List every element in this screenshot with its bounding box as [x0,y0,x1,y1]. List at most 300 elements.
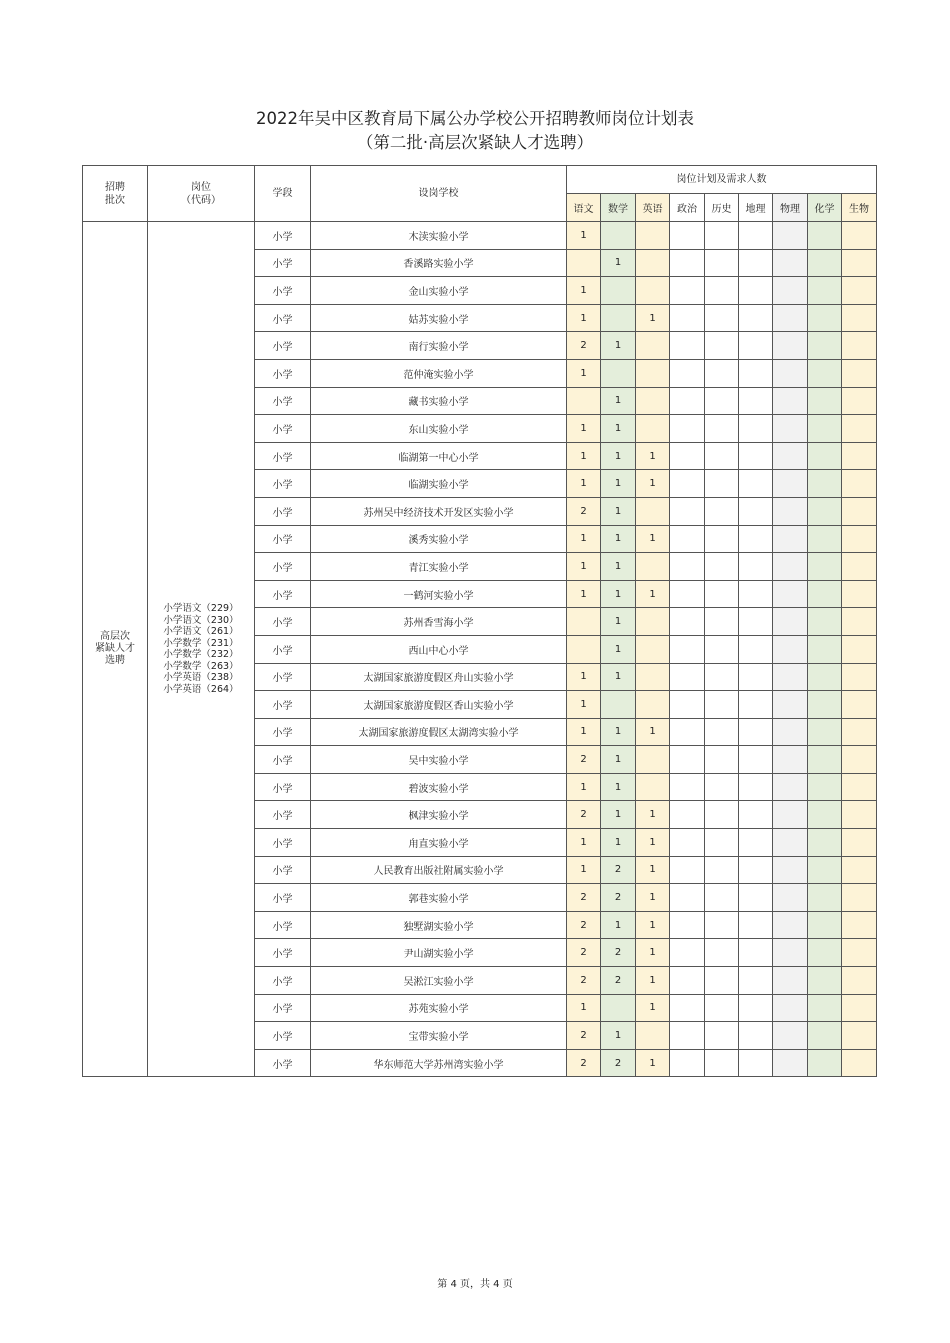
stage-cell: 小学 [255,635,311,663]
header-subject-shengwu: 生物 [842,194,877,222]
count-cell-wuli [773,746,808,774]
stage-cell: 小学 [255,746,311,774]
count-cell-yingyu: 1 [636,939,670,967]
count-cell-shengwu [842,718,877,746]
count-cell-huaxue [808,856,842,884]
header-subject-wuli: 物理 [773,194,808,222]
count-cell-yingyu: 1 [636,967,670,995]
count-cell-dili [739,470,773,498]
school-cell: 郭巷实验小学 [311,884,567,912]
header-subject-yingyu: 英语 [636,194,670,222]
count-cell-dili [739,635,773,663]
count-cell-yingyu: 1 [636,525,670,553]
count-cell-wuli [773,525,808,553]
count-cell-yuwen: 1 [567,553,601,581]
count-cell-yingyu [636,359,670,387]
header-post-label: 岗位 （代码） [181,181,221,206]
count-cell-shengwu [842,359,877,387]
count-cell-dili [739,884,773,912]
header-subject-yuwen: 语文 [567,194,601,222]
count-cell-huaxue [808,718,842,746]
count-cell-huaxue [808,663,842,691]
count-cell-zhengzhi [670,304,705,332]
count-cell-shengwu [842,387,877,415]
count-cell-shengwu [842,332,877,360]
count-cell-dili [739,663,773,691]
count-cell-lishi [705,773,739,801]
header-school: 设岗学校 [311,166,567,222]
count-cell-lishi [705,222,739,250]
school-cell: 尹山湖实验小学 [311,939,567,967]
count-cell-dili [739,773,773,801]
count-cell-shengwu [842,994,877,1022]
count-cell-shuxue: 1 [601,442,636,470]
count-cell-huaxue [808,608,842,636]
count-cell-huaxue [808,939,842,967]
count-cell-huaxue [808,994,842,1022]
stage-cell: 小学 [255,497,311,525]
count-cell-shuxue: 2 [601,856,636,884]
header-subject-zhengzhi: 政治 [670,194,705,222]
count-cell-dili [739,718,773,746]
count-cell-dili [739,856,773,884]
count-cell-yingyu [636,1022,670,1050]
stage-cell: 小学 [255,222,311,250]
count-cell-dili [739,967,773,995]
count-cell-yuwen: 2 [567,497,601,525]
count-cell-yuwen: 1 [567,773,601,801]
count-cell-huaxue [808,884,842,912]
count-cell-dili [739,359,773,387]
header-plan: 岗位计划及需求人数 [567,166,877,194]
count-cell-lishi [705,939,739,967]
stage-cell: 小学 [255,718,311,746]
school-cell: 范仲淹实验小学 [311,359,567,387]
count-cell-lishi [705,1022,739,1050]
count-cell-wuli [773,1049,808,1077]
count-cell-yingyu [636,553,670,581]
stage-cell: 小学 [255,939,311,967]
count-cell-zhengzhi [670,746,705,774]
school-cell: 木渎实验小学 [311,222,567,250]
count-cell-shuxue: 1 [601,773,636,801]
count-cell-yuwen: 2 [567,746,601,774]
count-cell-huaxue [808,635,842,663]
count-cell-shengwu [842,911,877,939]
stage-cell: 小学 [255,249,311,277]
count-cell-yuwen: 1 [567,718,601,746]
count-cell-yingyu: 1 [636,304,670,332]
count-cell-shuxue: 1 [601,663,636,691]
count-cell-huaxue [808,415,842,443]
count-cell-shuxue: 1 [601,608,636,636]
count-cell-shengwu [842,663,877,691]
count-cell-yuwen: 1 [567,304,601,332]
school-cell: 枫津实验小学 [311,801,567,829]
count-cell-wuli [773,801,808,829]
count-cell-wuli [773,332,808,360]
count-cell-shuxue: 1 [601,387,636,415]
stage-cell: 小学 [255,1022,311,1050]
count-cell-lishi [705,635,739,663]
count-cell-zhengzhi [670,332,705,360]
count-cell-zhengzhi [670,1049,705,1077]
count-cell-huaxue [808,580,842,608]
school-cell: 苏苑实验小学 [311,994,567,1022]
count-cell-lishi [705,304,739,332]
count-cell-yuwen: 1 [567,525,601,553]
count-cell-dili [739,304,773,332]
count-cell-huaxue [808,1049,842,1077]
count-cell-yuwen: 1 [567,994,601,1022]
school-cell: 临湖第一中心小学 [311,442,567,470]
count-cell-shuxue [601,304,636,332]
count-cell-dili [739,497,773,525]
school-cell: 太湖国家旅游度假区舟山实验小学 [311,663,567,691]
table-row [83,222,877,250]
count-cell-dili [739,939,773,967]
count-cell-lishi [705,829,739,857]
count-cell-huaxue [808,359,842,387]
count-cell-zhengzhi [670,884,705,912]
count-cell-shuxue: 1 [601,911,636,939]
header-subject-dili: 地理 [739,194,773,222]
count-cell-dili [739,1022,773,1050]
count-cell-shengwu [842,884,877,912]
count-cell-yingyu [636,635,670,663]
count-cell-zhengzhi [670,249,705,277]
count-cell-yuwen: 1 [567,415,601,443]
count-cell-zhengzhi [670,608,705,636]
count-cell-yingyu [636,222,670,250]
count-cell-huaxue [808,829,842,857]
count-cell-wuli [773,994,808,1022]
school-cell: 东山实验小学 [311,415,567,443]
count-cell-wuli [773,967,808,995]
count-cell-yingyu: 1 [636,442,670,470]
count-cell-yingyu [636,691,670,719]
count-cell-wuli [773,222,808,250]
count-cell-dili [739,553,773,581]
stage-cell: 小学 [255,470,311,498]
count-cell-wuli [773,773,808,801]
count-cell-shengwu [842,442,877,470]
page-footer: 第 4 页，共 4 页 [437,1279,513,1290]
count-cell-yingyu [636,746,670,774]
count-cell-yingyu: 1 [636,994,670,1022]
stage-cell: 小学 [255,1049,311,1077]
count-cell-zhengzhi [670,911,705,939]
count-cell-yuwen: 1 [567,359,601,387]
header-batch-label: 招聘 批次 [105,181,125,206]
school-cell: 太湖国家旅游度假区香山实验小学 [311,691,567,719]
count-cell-yingyu: 1 [636,580,670,608]
count-cell-shuxue: 1 [601,801,636,829]
count-cell-yingyu: 1 [636,829,670,857]
count-cell-lishi [705,525,739,553]
count-cell-zhengzhi [670,856,705,884]
count-cell-zhengzhi [670,691,705,719]
school-cell: 华东师范大学苏州湾实验小学 [311,1049,567,1077]
count-cell-yuwen: 1 [567,580,601,608]
count-cell-shuxue [601,994,636,1022]
count-cell-yuwen: 2 [567,332,601,360]
count-cell-huaxue [808,277,842,305]
count-cell-huaxue [808,497,842,525]
header-post [148,166,255,222]
count-cell-huaxue [808,387,842,415]
count-cell-yingyu [636,773,670,801]
count-cell-shengwu [842,939,877,967]
count-cell-shuxue: 1 [601,580,636,608]
batch-value: 高层次 紧缺人才 选聘 [95,631,135,667]
count-cell-yingyu [636,277,670,305]
count-cell-wuli [773,663,808,691]
school-cell: 西山中心小学 [311,635,567,663]
count-cell-shuxue: 1 [601,1022,636,1050]
count-cell-zhengzhi [670,1022,705,1050]
count-cell-yuwen: 2 [567,939,601,967]
count-cell-lishi [705,249,739,277]
count-cell-zhengzhi [670,442,705,470]
count-cell-yuwen: 1 [567,222,601,250]
count-cell-yingyu: 1 [636,884,670,912]
count-cell-lishi [705,332,739,360]
count-cell-zhengzhi [670,801,705,829]
count-cell-lishi [705,663,739,691]
table-body [83,222,877,1077]
stage-cell: 小学 [255,304,311,332]
count-cell-dili [739,332,773,360]
count-cell-wuli [773,470,808,498]
count-cell-yuwen: 2 [567,1022,601,1050]
count-cell-yuwen [567,387,601,415]
count-cell-wuli [773,691,808,719]
count-cell-lishi [705,1049,739,1077]
count-cell-wuli [773,359,808,387]
stage-cell: 小学 [255,967,311,995]
count-cell-yuwen: 2 [567,801,601,829]
school-cell: 苏州香雪海小学 [311,608,567,636]
count-cell-lishi [705,553,739,581]
count-cell-shuxue [601,359,636,387]
count-cell-lishi [705,801,739,829]
count-cell-lishi [705,718,739,746]
count-cell-yingyu [636,387,670,415]
count-cell-dili [739,608,773,636]
count-cell-shengwu [842,304,877,332]
school-cell: 吴淞江实验小学 [311,967,567,995]
count-cell-wuli [773,580,808,608]
count-cell-shengwu [842,829,877,857]
count-cell-shengwu [842,856,877,884]
count-cell-wuli [773,304,808,332]
stage-cell: 小学 [255,442,311,470]
school-cell: 南行实验小学 [311,332,567,360]
count-cell-shengwu [842,691,877,719]
stage-cell: 小学 [255,691,311,719]
count-cell-shuxue: 1 [601,553,636,581]
count-cell-shengwu [842,470,877,498]
stage-cell: 小学 [255,911,311,939]
count-cell-yingyu [636,332,670,360]
count-cell-yuwen: 1 [567,829,601,857]
count-cell-wuli [773,553,808,581]
stage-cell: 小学 [255,359,311,387]
school-cell: 独墅湖实验小学 [311,911,567,939]
school-cell: 临湖实验小学 [311,470,567,498]
count-cell-huaxue [808,222,842,250]
count-cell-zhengzhi [670,635,705,663]
count-cell-shengwu [842,553,877,581]
count-cell-huaxue [808,304,842,332]
count-cell-dili [739,415,773,443]
count-cell-shuxue: 1 [601,249,636,277]
page-title: 2022年吴中区教育局下属公办学校公开招聘教师岗位计划表 [256,109,694,128]
count-cell-shuxue: 1 [601,470,636,498]
count-cell-yuwen: 2 [567,1049,601,1077]
school-cell: 甪直实验小学 [311,829,567,857]
count-cell-shuxue: 1 [601,829,636,857]
count-cell-wuli [773,608,808,636]
count-cell-dili [739,387,773,415]
count-cell-yingyu: 1 [636,1049,670,1077]
stage-cell: 小学 [255,773,311,801]
count-cell-dili [739,911,773,939]
count-cell-huaxue [808,967,842,995]
count-cell-yuwen: 2 [567,967,601,995]
count-cell-zhengzhi [670,829,705,857]
count-cell-zhengzhi [670,718,705,746]
count-cell-yingyu: 1 [636,470,670,498]
count-cell-wuli [773,497,808,525]
count-cell-shengwu [842,635,877,663]
count-cell-huaxue [808,525,842,553]
header-stage: 学段 [255,166,311,222]
count-cell-yuwen: 1 [567,470,601,498]
school-cell: 太湖国家旅游度假区太湖湾实验小学 [311,718,567,746]
count-cell-wuli [773,939,808,967]
count-cell-huaxue [808,911,842,939]
count-cell-zhengzhi [670,277,705,305]
count-cell-yuwen [567,635,601,663]
school-cell: 一鹤河实验小学 [311,580,567,608]
count-cell-wuli [773,415,808,443]
count-cell-dili [739,1049,773,1077]
count-cell-zhengzhi [670,497,705,525]
school-cell: 溪秀实验小学 [311,525,567,553]
count-cell-yingyu [636,249,670,277]
school-cell: 宝带实验小学 [311,1022,567,1050]
count-cell-zhengzhi [670,773,705,801]
count-cell-yingyu: 1 [636,801,670,829]
count-cell-shuxue [601,691,636,719]
count-cell-dili [739,525,773,553]
count-cell-wuli [773,277,808,305]
count-cell-lishi [705,967,739,995]
count-cell-shengwu [842,415,877,443]
count-cell-shuxue: 2 [601,939,636,967]
header-subject-lishi: 历史 [705,194,739,222]
school-cell: 藏书实验小学 [311,387,567,415]
count-cell-yingyu [636,497,670,525]
count-cell-lishi [705,884,739,912]
count-cell-shuxue: 1 [601,332,636,360]
count-cell-zhengzhi [670,939,705,967]
stage-cell: 小学 [255,332,311,360]
count-cell-huaxue [808,249,842,277]
count-cell-zhengzhi [670,967,705,995]
count-cell-yuwen: 1 [567,442,601,470]
count-cell-lishi [705,415,739,443]
header-batch [83,166,148,222]
count-cell-zhengzhi [670,415,705,443]
stage-cell: 小学 [255,415,311,443]
count-cell-lishi [705,497,739,525]
count-cell-zhengzhi [670,663,705,691]
count-cell-yingyu: 1 [636,856,670,884]
count-cell-wuli [773,856,808,884]
count-cell-shengwu [842,277,877,305]
count-cell-huaxue [808,442,842,470]
stage-cell: 小学 [255,525,311,553]
count-cell-shengwu [842,222,877,250]
count-cell-yuwen: 2 [567,911,601,939]
count-cell-dili [739,249,773,277]
count-cell-lishi [705,994,739,1022]
count-cell-shuxue: 2 [601,884,636,912]
count-cell-wuli [773,387,808,415]
count-cell-zhengzhi [670,470,705,498]
stage-cell: 小学 [255,553,311,581]
stage-cell: 小学 [255,884,311,912]
count-cell-shengwu [842,746,877,774]
count-cell-lishi [705,442,739,470]
count-cell-dili [739,801,773,829]
count-cell-dili [739,691,773,719]
count-cell-wuli [773,829,808,857]
header-subject-huaxue: 化学 [808,194,842,222]
school-cell: 碧波实验小学 [311,773,567,801]
count-cell-huaxue [808,553,842,581]
count-cell-shuxue: 1 [601,525,636,553]
stage-cell: 小学 [255,580,311,608]
count-cell-shuxue [601,277,636,305]
school-cell: 香溪路实验小学 [311,249,567,277]
count-cell-yuwen: 1 [567,277,601,305]
count-cell-yingyu: 1 [636,718,670,746]
count-cell-dili [739,580,773,608]
count-cell-lishi [705,746,739,774]
count-cell-huaxue [808,332,842,360]
stage-cell: 小学 [255,994,311,1022]
count-cell-shuxue: 2 [601,1049,636,1077]
count-cell-huaxue [808,470,842,498]
school-cell: 姑苏实验小学 [311,304,567,332]
count-cell-shengwu [842,773,877,801]
stage-cell: 小学 [255,387,311,415]
count-cell-shengwu [842,497,877,525]
count-cell-shuxue: 1 [601,415,636,443]
count-cell-shuxue: 1 [601,718,636,746]
post-codes: 小学语文（229） 小学语文（230） 小学语文（261） 小学数学（231） 小学数学（232） 小学数学（263） 小学英语（238） 小学英语（264） [163,603,239,695]
count-cell-zhengzhi [670,580,705,608]
stage-cell: 小学 [255,608,311,636]
count-cell-shengwu [842,1049,877,1077]
page-subtitle: （第二批·高层次紧缺人才选聘） [356,133,594,152]
count-cell-yingyu [636,608,670,636]
count-cell-zhengzhi [670,359,705,387]
